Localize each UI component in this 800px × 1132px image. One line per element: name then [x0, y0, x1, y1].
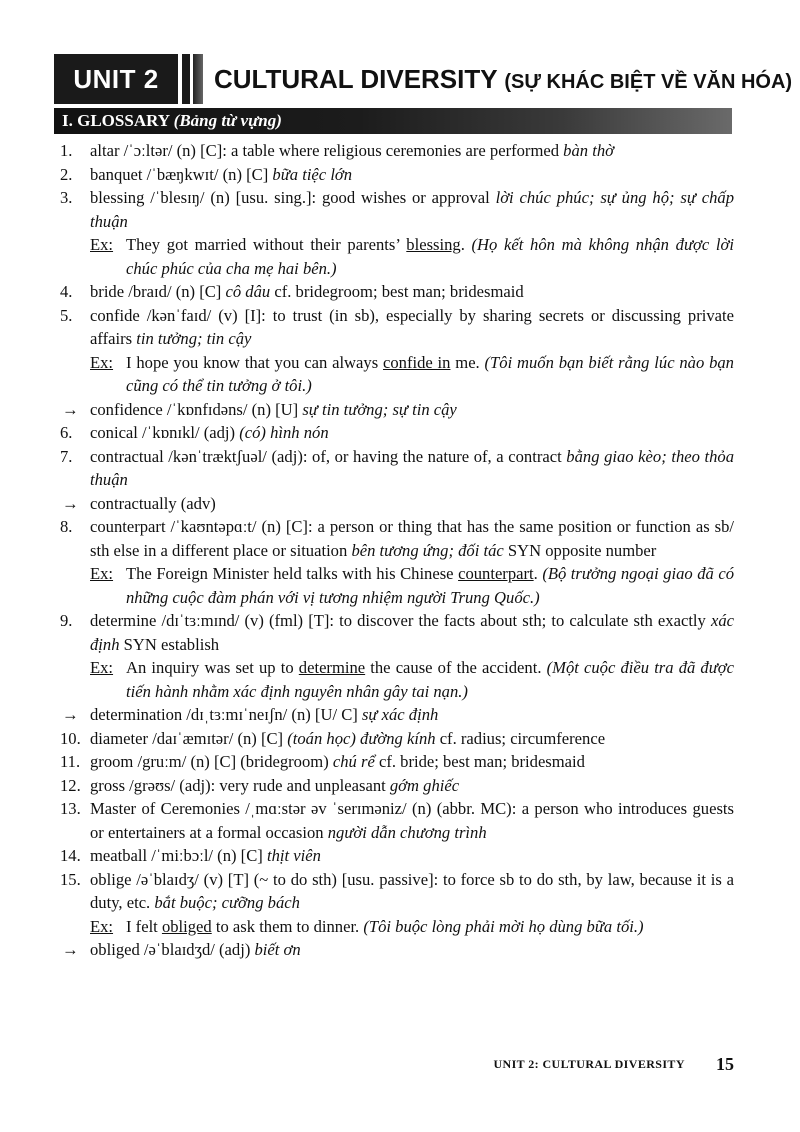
glossary-entry	[54, 515, 734, 562]
example-keyword: determine	[298, 658, 366, 677]
entry-related: cf. bridegroom; best man; bridesmaid	[270, 282, 524, 301]
example-keyword: obliged	[161, 916, 212, 936]
entry-definition: blessing /ˈblesɪŋ/ (n) [usu. sing.]: good wishes or approval	[90, 188, 496, 207]
section-title	[62, 108, 282, 134]
glossary-list	[54, 139, 734, 962]
entry-number: 9.	[60, 611, 73, 630]
example-text: The Foreign Minister held talks with his Chinese	[126, 564, 459, 583]
entry-translation: gớm ghiếc	[389, 775, 460, 795]
entry-translation: tin tưởng; tin cậy	[136, 329, 252, 348]
entry-definition: contractual /kənˈtræktʃuəl/ (adj): of, or having the nature of, a contract	[90, 446, 567, 466]
entry-number: 1.	[60, 141, 73, 160]
header-divider-bar	[182, 54, 190, 104]
glossary-entry	[54, 844, 734, 868]
entry-number: 6.	[60, 423, 73, 442]
entry-number: 15.	[60, 869, 81, 889]
entry-definition: confide /kənˈfaɪd/ (v) [I]: to trust (in sb), especially by sharing secrets or discussing private affairs	[90, 305, 734, 348]
glossary-entry	[54, 797, 734, 844]
entry-number: 8.	[60, 517, 73, 536]
entry-number: 12.	[60, 775, 81, 795]
example-translation: (Họ kết hôn mà không nhận được lời chúc phúc của cha mẹ hai bên.)	[126, 235, 734, 278]
arrow-icon: →	[62, 940, 79, 959]
example-sentence	[54, 656, 734, 703]
entry-translation: bàn thờ	[563, 141, 614, 160]
example-text: to ask them to dinner.	[211, 916, 364, 936]
entry-translation: sự tin tưởng; sự tin cậy	[302, 399, 457, 419]
example-translation: (Một cuộc điều tra đã được tiến hành nhằm xác định nguyên nhân gây tai nạn.)	[126, 658, 734, 701]
glossary-entry	[54, 163, 734, 187]
glossary-entry	[54, 421, 734, 445]
entry-number: 3.	[60, 188, 73, 207]
example-sentence	[54, 351, 734, 398]
entry-number: 13.	[60, 799, 81, 818]
example-translation: (Tôi buộc lòng phải mời họ dùng bữa tối.)	[363, 916, 644, 936]
entry-definition: bride /braɪd/ (n) [C]	[90, 282, 226, 301]
glossary-entry	[54, 280, 734, 304]
entry-translation: xác định	[90, 611, 734, 654]
glossary-entry	[54, 868, 734, 915]
entry-translation: biết ơn	[254, 940, 301, 959]
unit-header	[54, 54, 793, 104]
entry-definition: diameter /daɪˈæmɪtər/ (n) [C]	[90, 728, 288, 748]
example-keyword: confide in	[382, 352, 451, 372]
section-subtitle: (Bảng từ vựng)	[173, 111, 282, 130]
entry-definition: gross /grəʊs/ (adj): very rude and unpleasant	[90, 775, 390, 795]
entry-definition: determine /dɪˈtɜːmɪnd/ (v) (fml) [T]: to discover the facts about sth; to calculate sth exactly	[90, 611, 711, 630]
entry-number: 14.	[60, 846, 81, 865]
glossary-entry	[54, 938, 734, 962]
page-number: 15	[716, 1054, 734, 1074]
entry-definition: conical /ˈkɒnɪkl/ (adj)	[90, 423, 240, 442]
glossary-entry	[54, 727, 734, 751]
entry-translation: người dẫn chương trình	[327, 822, 487, 842]
example-label: Ex:	[90, 352, 114, 372]
glossary-entry	[54, 703, 734, 727]
entry-number: 7.	[60, 446, 73, 466]
entry-definition: oblige /əˈblaɪdʒ/ (v) [T] (~ to do sth) [usu. passive]: to force sb to do sth, by law, because it is a duty, etc.	[90, 869, 734, 912]
example-text: An inquiry was set up to	[126, 658, 299, 677]
entry-translation: cô dâu	[225, 282, 271, 301]
glossary-entry	[54, 139, 734, 163]
example-translation: (Bộ trưởng ngoại giao đã có những cuộc đàm phán với vị tương nhiệm người Trung Quốc.)	[126, 564, 735, 607]
example-text: I hope you know that you can always	[126, 352, 383, 372]
glossary-entry	[54, 445, 734, 492]
entry-definition: counterpart /ˈkaʊntəpɑːt/ (n) [C]: a person or thing that has the same position or function as sb/ sth else in a different place or situation	[90, 517, 734, 560]
entry-number: 4.	[60, 282, 73, 301]
entry-translation: bên tương ứng; đối tác	[351, 540, 504, 560]
glossary-entry	[54, 750, 734, 774]
section-heading-bar	[54, 108, 732, 134]
entry-translation: (có) hình nón	[239, 423, 329, 442]
page-footer	[493, 1054, 734, 1078]
entry-translation: sự xác định	[361, 705, 439, 724]
entry-definition: altar /ˈɔːltər/ (n) [C]: a table where religious ceremonies are performed	[90, 141, 564, 160]
unit-label: UNIT 2	[54, 54, 178, 104]
example-text: .	[533, 564, 543, 583]
section-name: GLOSSARY	[77, 111, 170, 130]
glossary-entry	[54, 186, 734, 233]
header-divider-bar	[193, 54, 203, 104]
example-sentence	[54, 915, 734, 939]
entry-related: cf. bride; best man; bridesmaid	[374, 752, 585, 771]
entry-translation: lời chúc phúc; sự ủng hộ; sự chấp thuận	[90, 188, 734, 231]
footer-running-title: UNIT 2: CULTURAL DIVERSITY	[493, 1057, 685, 1071]
entry-related: cf. radius; circumference	[435, 728, 606, 748]
entry-number: 5.	[60, 305, 73, 325]
example-text: I felt	[126, 916, 162, 936]
arrow-icon: →	[62, 705, 79, 724]
example-text: They got married without their parents’	[126, 235, 407, 254]
entry-definition: groom /gruːm/ (n) [C] (bridegroom)	[90, 752, 333, 771]
entry-number: 10.	[60, 728, 81, 748]
glossary-entry	[54, 774, 734, 798]
example-label: Ex:	[90, 916, 114, 936]
arrow-icon: →	[62, 399, 79, 419]
example-text: the cause of the accident.	[365, 658, 547, 677]
unit-title-main: CULTURAL DIVERSITY	[214, 64, 498, 94]
entry-translation: thịt viên	[266, 846, 321, 865]
example-label: Ex:	[90, 658, 114, 677]
example-sentence	[54, 233, 734, 280]
example-sentence	[54, 562, 734, 609]
example-keyword: counterpart	[458, 564, 534, 583]
entry-translation: bắt buộc; cưỡng bách	[154, 893, 300, 912]
entry-number: 2.	[60, 164, 73, 184]
example-label: Ex:	[90, 235, 114, 254]
entry-definition: banquet /ˈbæŋkwɪt/ (n) [C]	[90, 164, 273, 184]
entry-definition: determination /dɪˌtɜːmɪˈneɪʃn/ (n) [U/ C]	[90, 705, 362, 724]
entry-related: SYN opposite number	[503, 540, 657, 560]
example-text: me.	[450, 352, 485, 372]
entry-related: SYN establish	[119, 634, 220, 654]
entry-translation: bữa tiệc lớn	[272, 164, 353, 184]
example-keyword: blessing	[406, 235, 461, 254]
example-translation: (Tôi muốn bạn biết rằng lúc nào bạn cũng có thể tin tưởng ở tôi.)	[126, 352, 734, 395]
entry-definition: contractually (adv)	[90, 493, 216, 513]
example-label: Ex:	[90, 564, 114, 583]
example-text: .	[460, 235, 472, 254]
entry-translation: bằng giao kèo; theo thỏa thuận	[90, 446, 734, 489]
glossary-entry	[54, 492, 734, 516]
unit-title-subtitle: (SỰ KHÁC BIỆT VỀ VĂN HÓA)	[504, 71, 793, 93]
unit-title	[214, 54, 792, 104]
glossary-entry	[54, 304, 734, 351]
entry-definition: Master of Ceremonies /ˌmɑːstər əv ˈserɪməniz/ (n) (abbr. MC): a person who introduces guests or entertainers at a formal occasion	[90, 799, 734, 842]
entry-translation: (toán học) đường kính	[287, 728, 436, 748]
arrow-icon: →	[62, 493, 79, 513]
entry-number: 11.	[60, 752, 81, 771]
entry-definition: meatball /ˈmiːbɔːl/ (n) [C]	[90, 846, 267, 865]
entry-definition: obliged /əˈblaɪdʒd/ (adj)	[90, 940, 255, 959]
entry-definition: confidence /ˈkɒnfɪdəns/ (n) [U]	[90, 399, 303, 419]
glossary-entry	[54, 609, 734, 656]
glossary-entry	[54, 398, 734, 422]
entry-translation: chú rể	[332, 752, 375, 771]
section-number: I.	[62, 111, 73, 130]
